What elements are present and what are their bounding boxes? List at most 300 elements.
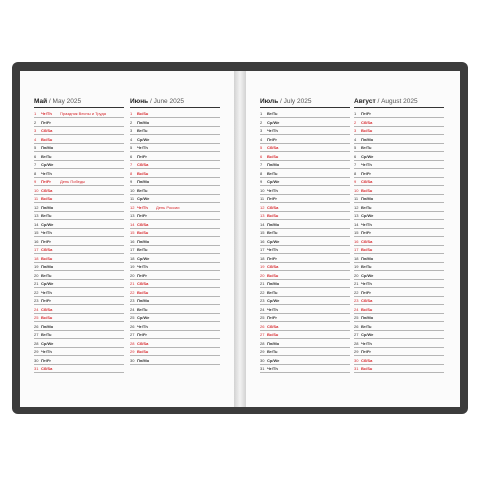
weekday-label: Пт/Fr [41, 238, 51, 244]
day-number: 29 [354, 349, 359, 354]
day-row [260, 161, 350, 170]
day-number: 2 [130, 119, 133, 125]
day-list [260, 110, 350, 374]
day-row [34, 348, 124, 357]
day-number: 13 [34, 213, 39, 218]
day-number: 14 [354, 221, 359, 227]
day-row [260, 254, 350, 263]
day-list [130, 110, 220, 365]
day-row [130, 271, 220, 280]
weekday-label: Пт/Fr [137, 272, 147, 278]
day-row [130, 297, 220, 306]
day-number: 19 [354, 264, 359, 269]
day-row [130, 152, 220, 161]
weekday-label: Пт/Fr [41, 119, 51, 125]
day-number: 27 [354, 332, 359, 337]
day-number: 21 [354, 281, 359, 286]
month-name: Август [354, 98, 376, 105]
day-number: 3 [34, 128, 37, 133]
day-row [354, 178, 444, 187]
weekday-label: Ср/We [267, 119, 280, 125]
day-row [34, 110, 124, 119]
day-number: 31 [354, 366, 359, 371]
weekday-label: Пн/Mo [41, 264, 54, 269]
day-row [130, 186, 220, 195]
day-number: 12 [34, 204, 39, 210]
day-row [34, 220, 124, 229]
day-number: 14 [130, 221, 135, 227]
weekday-label: Вс/Su [41, 136, 53, 142]
day-row [130, 305, 220, 314]
day-number: 15 [354, 230, 359, 235]
day-number: 17 [354, 247, 359, 252]
weekday-label: Ср/We [137, 136, 150, 142]
day-number: 6 [130, 153, 133, 159]
weekday-label: Вс/Su [267, 213, 279, 218]
weekday-label: Сб/Sa [267, 264, 279, 269]
weekday-label: Сб/Sa [361, 179, 373, 184]
weekday-label: Сб/Sa [41, 128, 53, 133]
weekday-label: Пт/Fr [361, 230, 371, 235]
weekday-label: Пт/Fr [361, 349, 371, 354]
weekday-label: Пт/Fr [267, 315, 277, 320]
day-row [130, 169, 220, 178]
weekday-label: Пн/Mo [137, 357, 150, 363]
day-number: 22 [130, 289, 135, 295]
day-row [34, 161, 124, 170]
title-rule [130, 107, 220, 108]
day-number: 11 [34, 196, 39, 201]
day-row [34, 280, 124, 289]
day-row [260, 263, 350, 272]
day-number: 29 [260, 349, 265, 354]
weekday-label: Чт/Th [137, 323, 148, 329]
day-number: 20 [130, 272, 135, 278]
day-row [34, 212, 124, 221]
day-row [354, 127, 444, 136]
day-number: 8 [354, 170, 357, 176]
title-rule [260, 107, 350, 108]
day-row [260, 118, 350, 127]
weekday-label: Пн/Mo [361, 315, 374, 320]
weekday-label: Вс/Su [137, 170, 149, 176]
day-number: 25 [354, 315, 359, 320]
weekday-label: Сб/Sa [41, 366, 53, 371]
day-list [34, 110, 124, 374]
weekday-label: Чт/Th [361, 221, 372, 227]
day-row [130, 280, 220, 289]
weekday-label: Вс/Su [267, 332, 279, 337]
day-number: 23 [34, 298, 39, 303]
day-row [34, 152, 124, 161]
month-name: Июнь [130, 98, 149, 105]
day-number: 9 [354, 179, 357, 184]
weekday-label: Сб/Sa [41, 187, 53, 193]
day-number: 5 [354, 145, 357, 150]
day-number: 2 [260, 119, 263, 125]
day-row [260, 356, 350, 365]
day-number: 22 [260, 289, 265, 295]
day-number: 1 [260, 111, 263, 116]
day-row [34, 237, 124, 246]
day-number: 4 [260, 136, 263, 142]
holiday-label: День Победы [60, 179, 86, 184]
weekday-label: Вс/Su [361, 187, 373, 193]
day-number: 23 [130, 298, 135, 303]
day-number: 24 [260, 306, 265, 312]
day-number: 7 [260, 162, 263, 167]
month-title [354, 99, 444, 105]
weekday-label: Сб/Sa [137, 281, 149, 286]
weekday-label: Пт/Fr [267, 136, 277, 142]
day-number: 5 [34, 145, 37, 150]
weekday-label: Ср/We [41, 162, 54, 167]
weekday-label: Чт/Th [267, 247, 278, 252]
weekday-label: Вт/Tu [361, 145, 372, 150]
weekday-label: Чт/Th [361, 162, 372, 167]
month-name: Июль [260, 98, 279, 105]
day-row [34, 288, 124, 297]
day-row [34, 263, 124, 272]
day-row [130, 127, 220, 136]
month-title [260, 99, 350, 105]
weekday-label: Чт/Th [137, 145, 148, 150]
day-row [34, 305, 124, 314]
weekday-label: Пт/Fr [361, 170, 371, 176]
weekday-label: Вс/Su [361, 306, 373, 312]
month-name-en: / August 2025 [377, 98, 418, 105]
day-list [354, 110, 444, 374]
day-row [34, 118, 124, 127]
day-row [354, 305, 444, 314]
day-row [34, 178, 124, 187]
day-row [260, 178, 350, 187]
day-row [130, 331, 220, 340]
day-number: 23 [354, 298, 359, 303]
weekday-label: Вс/Su [137, 111, 149, 116]
day-number: 25 [260, 315, 265, 320]
day-row [130, 339, 220, 348]
weekday-label: Чт/Th [137, 264, 148, 269]
day-row [354, 263, 444, 272]
day-number: 22 [354, 289, 359, 295]
day-number: 16 [34, 238, 39, 244]
day-number: 1 [354, 111, 357, 116]
weekday-label: Ср/We [361, 272, 374, 278]
day-row [34, 297, 124, 306]
day-number: 16 [354, 238, 359, 244]
day-number: 4 [354, 136, 357, 142]
day-row [130, 144, 220, 153]
weekday-label: Вт/Tu [41, 272, 52, 278]
day-number: 4 [130, 136, 133, 142]
weekday-label: Вт/Tu [137, 247, 148, 252]
day-number: 8 [34, 170, 37, 176]
day-row [130, 237, 220, 246]
day-row [260, 144, 350, 153]
day-row [260, 305, 350, 314]
day-row [354, 246, 444, 255]
day-number: 6 [354, 153, 357, 159]
weekday-label: Вт/Tu [361, 264, 372, 269]
day-number: 22 [34, 289, 39, 295]
day-row [354, 288, 444, 297]
weekday-label: Сб/Sa [137, 221, 149, 227]
weekday-label: Сб/Sa [41, 247, 53, 252]
weekday-label: Ср/We [361, 332, 374, 337]
day-row [354, 314, 444, 323]
weekday-label: Вс/Su [41, 255, 53, 261]
day-row [354, 212, 444, 221]
day-number: 18 [260, 255, 265, 261]
day-row [130, 118, 220, 127]
day-number: 8 [260, 170, 263, 176]
day-number: 24 [34, 306, 39, 312]
day-row [260, 203, 350, 212]
title-rule [354, 107, 444, 108]
day-row [260, 348, 350, 357]
month-august [354, 99, 444, 373]
day-row [130, 356, 220, 365]
weekday-label: Ср/We [137, 196, 150, 201]
day-number: 19 [34, 264, 39, 269]
day-number: 1 [130, 111, 133, 116]
day-number: 19 [130, 264, 135, 269]
day-number: 14 [34, 221, 39, 227]
right-page [246, 71, 460, 407]
day-number: 29 [34, 349, 39, 354]
day-number: 10 [34, 187, 39, 193]
day-number: 9 [34, 179, 37, 184]
weekday-label: Пт/Fr [361, 289, 371, 295]
day-row [260, 339, 350, 348]
day-number: 20 [260, 272, 265, 278]
day-number: 21 [34, 281, 39, 286]
weekday-label: Вс/Su [41, 196, 53, 201]
day-row [260, 152, 350, 161]
weekday-label: Вт/Tu [137, 187, 148, 193]
day-row [354, 348, 444, 357]
weekday-label: Вт/Tu [267, 170, 278, 176]
day-row [260, 169, 350, 178]
day-number: 30 [130, 357, 135, 363]
day-row [354, 135, 444, 144]
day-number: 20 [354, 272, 359, 278]
weekday-label: Вт/Tu [41, 153, 52, 159]
day-row [130, 110, 220, 119]
day-row [34, 356, 124, 365]
weekday-label: Пт/Fr [361, 111, 371, 116]
weekday-label: Ср/We [267, 179, 280, 184]
day-row [260, 237, 350, 246]
weekday-label: Вс/Su [137, 289, 149, 295]
day-number: 3 [130, 128, 133, 133]
day-row [34, 144, 124, 153]
day-row [260, 322, 350, 331]
day-row [130, 212, 220, 221]
day-row [354, 186, 444, 195]
left-page [20, 71, 234, 407]
day-row [130, 195, 220, 204]
day-number: 1 [34, 111, 37, 116]
day-number: 17 [34, 247, 39, 252]
day-number: 2 [354, 119, 357, 125]
day-number: 18 [130, 255, 135, 261]
weekday-label: Пт/Fr [137, 332, 147, 337]
day-number: 24 [354, 306, 359, 312]
day-row [354, 144, 444, 153]
weekday-label: Ср/We [137, 255, 150, 261]
weekday-label: Вс/Su [137, 230, 149, 235]
weekday-label: Сб/Sa [41, 306, 53, 312]
day-row [130, 135, 220, 144]
day-row [34, 322, 124, 331]
day-row [260, 297, 350, 306]
day-number: 7 [130, 162, 133, 167]
weekday-label: Чт/Th [361, 281, 372, 286]
weekday-label: Ср/We [41, 340, 54, 346]
day-row [130, 178, 220, 187]
month-name: Май [34, 98, 48, 105]
weekday-label: Вс/Su [137, 349, 149, 354]
weekday-label: Чт/Th [41, 230, 52, 235]
day-number: 3 [354, 128, 357, 133]
day-number: 5 [260, 145, 263, 150]
day-number: 8 [130, 170, 133, 176]
weekday-label: Ср/We [41, 281, 54, 286]
weekday-label: Ср/We [41, 221, 54, 227]
month-name-en: / May 2025 [48, 98, 82, 105]
day-number: 27 [34, 332, 39, 337]
month-july [260, 99, 350, 373]
day-row [354, 339, 444, 348]
day-number: 11 [354, 196, 359, 201]
day-row [34, 195, 124, 204]
day-number: 25 [130, 315, 135, 320]
day-row [260, 229, 350, 238]
day-number: 26 [130, 323, 135, 329]
month-name-en: / June 2025 [149, 98, 184, 105]
weekday-label: Вт/Tu [267, 111, 278, 116]
day-number: 11 [260, 196, 265, 201]
title-rule [34, 107, 124, 108]
day-number: 16 [260, 238, 265, 244]
day-number: 27 [130, 332, 135, 337]
day-row [354, 356, 444, 365]
day-row [130, 203, 220, 212]
weekday-label: Ср/We [267, 357, 280, 363]
weekday-label: Вт/Tu [361, 323, 372, 329]
day-row [354, 365, 444, 374]
day-row [354, 331, 444, 340]
weekday-label: Чт/Th [267, 187, 278, 193]
weekday-label: Вс/Su [361, 247, 373, 252]
day-row [34, 271, 124, 280]
day-number: 6 [34, 153, 37, 159]
weekday-label: Пн/Mo [267, 162, 280, 167]
day-row [260, 220, 350, 229]
day-number: 24 [130, 306, 135, 312]
day-number: 30 [34, 357, 39, 363]
weekday-label: Чт/Th [41, 349, 52, 354]
weekday-label: Сб/Sa [137, 340, 149, 346]
day-number: 10 [130, 187, 135, 193]
day-row [34, 254, 124, 263]
day-number: 21 [260, 281, 265, 286]
weekday-label: Пт/Fr [41, 179, 51, 184]
weekday-label: Сб/Sa [267, 145, 279, 150]
weekday-label: Сб/Sa [361, 298, 373, 303]
weekday-label: Вт/Tu [267, 230, 278, 235]
day-number: 15 [130, 230, 135, 235]
weekday-label: Сб/Sa [267, 204, 279, 210]
weekday-label: Вс/Su [267, 153, 279, 159]
day-number: 10 [260, 187, 265, 193]
day-row [34, 127, 124, 136]
weekday-label: Пн/Mo [41, 204, 54, 210]
weekday-label: Пн/Mo [361, 136, 374, 142]
day-number: 20 [34, 272, 39, 278]
day-number: 5 [130, 145, 133, 150]
weekday-label: Вт/Tu [41, 332, 52, 337]
weekday-label: Пт/Fr [41, 357, 51, 363]
day-row [34, 331, 124, 340]
day-number: 12 [354, 204, 359, 210]
weekday-label: Пн/Mo [137, 179, 150, 184]
day-row [354, 110, 444, 119]
weekday-label: Чт/Th [267, 366, 278, 371]
day-number: 23 [260, 298, 265, 303]
day-number: 13 [260, 213, 265, 218]
day-row [354, 229, 444, 238]
day-number: 12 [260, 204, 265, 210]
day-row [34, 203, 124, 212]
day-row [354, 237, 444, 246]
weekday-label: Пт/Fr [137, 213, 147, 218]
weekday-label: Пн/Mo [41, 323, 54, 329]
day-row [130, 314, 220, 323]
day-number: 15 [260, 230, 265, 235]
day-number: 10 [354, 187, 359, 193]
day-row [260, 314, 350, 323]
weekday-label: Пт/Fr [41, 298, 51, 303]
weekday-label: Вт/Tu [361, 204, 372, 210]
weekday-label: Чт/Th [41, 111, 52, 116]
weekday-label: Вт/Tu [137, 306, 148, 312]
month-name-en: / July 2025 [280, 98, 312, 105]
weekday-label: Сб/Sa [137, 162, 149, 167]
day-row [34, 135, 124, 144]
weekday-label: Пн/Mo [267, 340, 280, 346]
day-number: 18 [354, 255, 359, 261]
day-number: 2 [34, 119, 37, 125]
day-number: 28 [130, 340, 135, 346]
day-row [130, 263, 220, 272]
day-number: 12 [130, 204, 135, 210]
weekday-label: Чт/Th [267, 306, 278, 312]
day-row [354, 280, 444, 289]
weekday-label: Чт/Th [267, 128, 278, 133]
month-title [34, 99, 124, 105]
weekday-label: Чт/Th [137, 204, 148, 210]
weekday-label: Пн/Mo [361, 255, 374, 261]
weekday-label: Ср/We [267, 238, 280, 244]
holiday-label: День России [156, 204, 180, 210]
day-number: 31 [34, 366, 39, 371]
spine-fold [234, 71, 246, 407]
day-number: 26 [354, 323, 359, 329]
day-row [354, 271, 444, 280]
